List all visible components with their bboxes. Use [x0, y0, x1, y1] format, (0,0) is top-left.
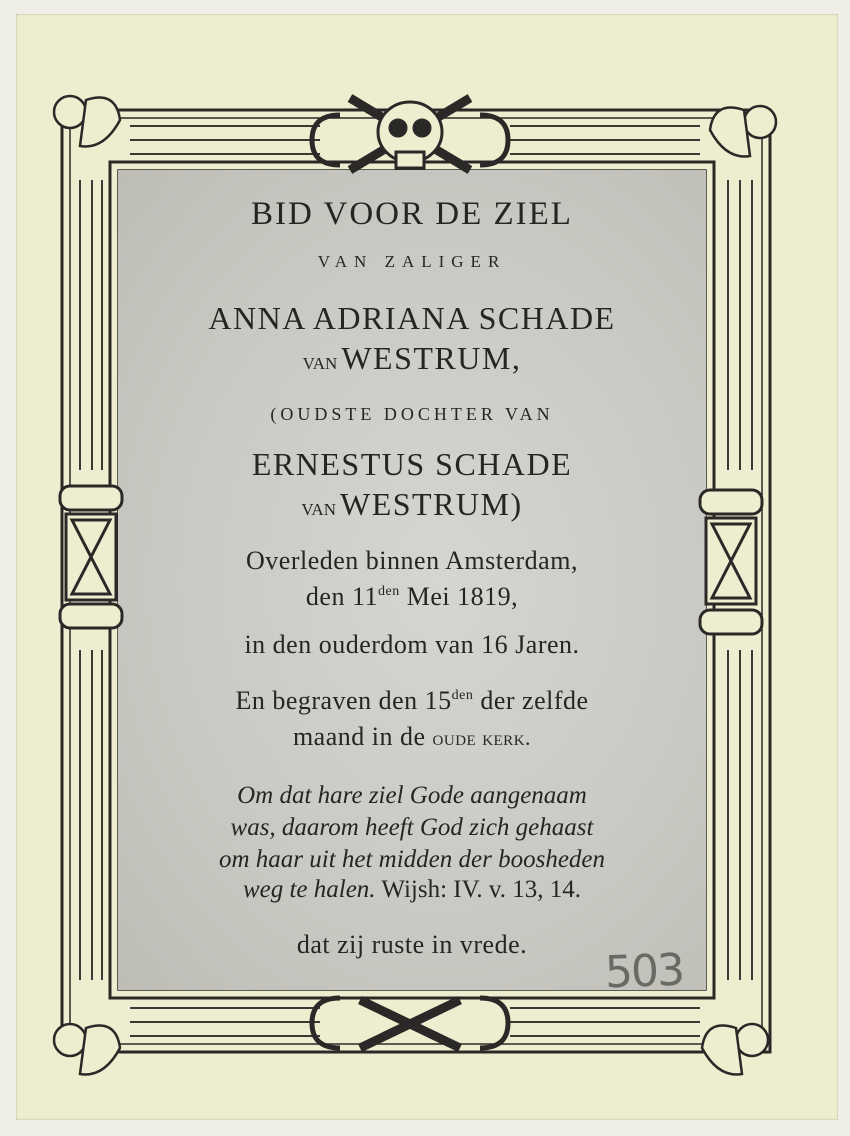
westrum: WESTRUM,: [341, 340, 522, 376]
buried-pre: En begraven den 15: [235, 686, 452, 715]
quote-line-3: om haar uit het midden der boosheden: [218, 846, 606, 873]
name-line-1: ANNA ADRIANA SCHADE: [208, 300, 616, 336]
father-name-line-1: ERNESTUS SCHADE: [251, 446, 573, 482]
church-pre: maand in de: [292, 722, 426, 751]
date-post: Mei 1819,: [406, 582, 519, 611]
heading-bid-voor: BID VOOR DE ZIEL: [251, 196, 573, 232]
died-line: Overleden binnen Amsterdam,: [246, 546, 578, 575]
buried-sup: den: [451, 688, 474, 703]
closing-line: dat zij ruste in vrede.: [296, 930, 528, 959]
handwritten-number: 503: [604, 944, 684, 999]
eldest-daughter-line: (OUDSTE DOCHTER VAN: [270, 404, 554, 424]
van-small: van: [302, 349, 338, 375]
van-small-2: van: [301, 495, 336, 521]
father-name-line-2: [118, 486, 706, 523]
age-line: in den ouderdom van 16 Jaren.: [244, 630, 580, 659]
crossed-torches-icon: [360, 1000, 460, 1048]
buried-line: [118, 686, 706, 716]
church-name: oude kerk.: [432, 725, 532, 750]
heading-van-zaliger: VAN ZALIGER: [317, 252, 507, 271]
quote-line-1: Om dat hare ziel Gode aangenaam: [237, 782, 587, 809]
scripture-ref: Wijsh: IV. v. 13, 14.: [381, 876, 582, 903]
church-line: [118, 722, 706, 752]
name-line-2: [118, 340, 706, 377]
quote-line-4: [118, 876, 706, 904]
skull-icon: [350, 98, 470, 170]
westrum-2: WESTRUM): [339, 486, 523, 522]
date-pre: den 11: [305, 582, 378, 611]
buried-post: der zelfde: [480, 686, 589, 715]
quote-line-2: was, daarom heeft God zich gehaast: [230, 814, 594, 841]
date-sup: den: [377, 584, 400, 599]
quote-end: weg te halen.: [242, 876, 376, 903]
date-line: [118, 582, 706, 612]
